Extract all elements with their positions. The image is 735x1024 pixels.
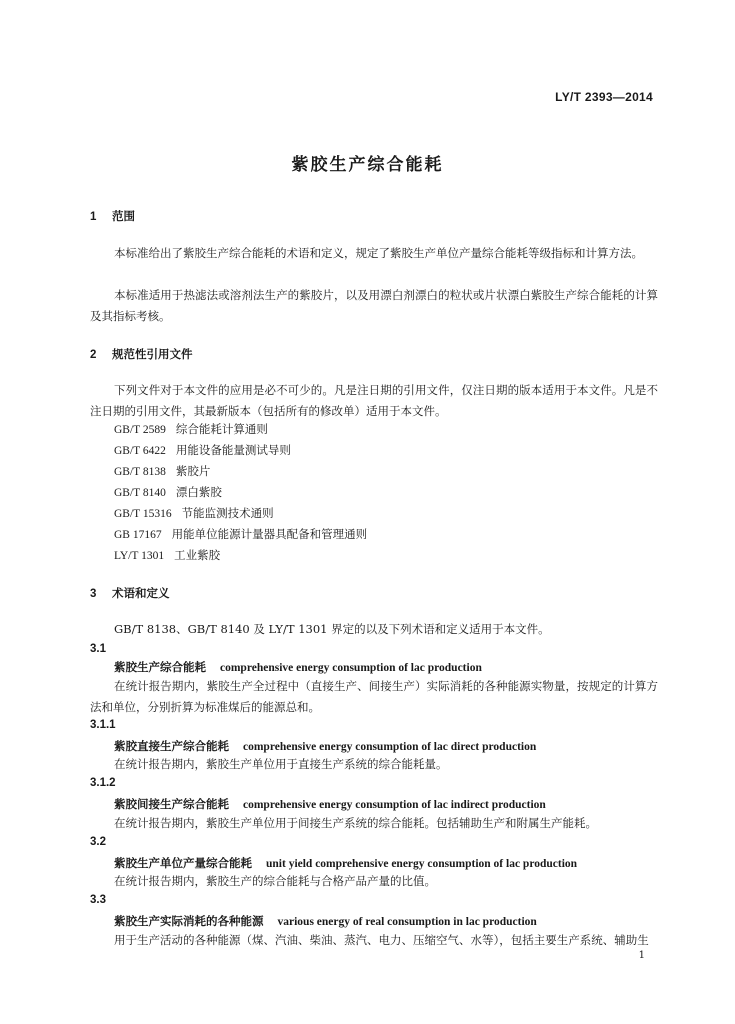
section-title: 规范性引用文件 [112, 347, 193, 361]
reference-item [114, 421, 268, 437]
reference-code: GB/T 15316 [114, 508, 172, 520]
clause-number: 3.3 [90, 894, 106, 906]
standard-code: LY/T 2393—2014 [555, 90, 653, 104]
term-english: unit yield comprehensive energy consumption of lac production [266, 858, 578, 870]
term-entry [114, 796, 546, 812]
page-number: 1 [638, 950, 645, 961]
term-definition: 在统计报告期内，紫胶生产全过程中（直接生产、间接生产）实际消耗的各种能源实物量，按规定的计算方法和单位，分别折算为标准煤后的能源总和。 [90, 679, 658, 714]
reference-code: GB 17167 [114, 529, 162, 541]
term-english: various energy of real consumption in lac production [277, 916, 537, 928]
reference-item [114, 526, 367, 542]
terms-intro: GB/T 8138、GB/T 8140 及 LY/T 1301 界定的以及下列术语和定义适用于本文件。 [114, 622, 550, 636]
section-number: 2 [90, 349, 97, 361]
reference-code: GB/T 2589 [114, 424, 166, 436]
clause-number: 3.2 [90, 836, 106, 848]
reference-name: 综合能耗计算通则 [175, 422, 268, 436]
term-english: comprehensive energy consumption of lac indirect production [243, 799, 546, 811]
section-title: 范围 [112, 209, 136, 223]
section-number: 3 [90, 588, 97, 600]
reference-name: 紫胶片 [175, 464, 211, 478]
reference-code: GB/T 8140 [114, 487, 166, 499]
section-heading-references [90, 346, 193, 362]
term-entry [114, 855, 577, 871]
term-entry [114, 913, 537, 929]
term-chinese: 紫胶直接生产综合能耗 [114, 739, 229, 753]
section-number: 1 [90, 211, 97, 223]
term-english: comprehensive energy consumption of lac production [220, 662, 482, 674]
reference-item [114, 505, 274, 521]
reference-code: GB/T 8138 [114, 466, 166, 478]
term-entry [114, 738, 536, 754]
clause-number: 3.1.1 [90, 719, 116, 731]
term-chinese: 紫胶生产单位产量综合能耗 [114, 856, 252, 870]
term-definition: 在统计报告期内，紫胶生产单位用于直接生产系统的综合能耗量。 [114, 757, 448, 771]
section-heading-scope [90, 208, 135, 224]
scope-paragraph-2: 本标准适用于热滤法或溶剂法生产的紫胶片，以及用漂白剂漂白的粒状或片状漂白紫胶生产综合能耗的计算及其指标考核。 [90, 288, 658, 323]
term-definition: 在统计报告期内，紫胶生产单位用于间接生产系统的综合能耗。包括辅助生产和附属生产能耗。 [114, 816, 597, 830]
reference-name: 节能监测技术通则 [181, 506, 274, 520]
term-english: comprehensive energy consumption of lac direct production [243, 741, 537, 753]
references-intro: 下列文件对于本文件的应用是必不可少的。凡是注日期的引用文件，仅注日期的版本适用于本文件。凡是不注日期的引用文件，其最新版本（包括所有的修改单）适用于本文件。 [90, 383, 658, 418]
reference-item [114, 442, 291, 458]
term-chinese: 紫胶生产综合能耗 [114, 660, 206, 674]
term-entry [114, 659, 482, 675]
clause-number: 3.1 [90, 643, 106, 655]
term-definition: 在统计报告期内，紫胶生产的综合能耗与合格产品产量的比值。 [114, 874, 436, 888]
scope-paragraph-1: 本标准给出了紫胶生产综合能耗的术语和定义，规定了紫胶生产单位产量综合能耗等级指标和计算方法。 [114, 246, 643, 260]
reference-name: 用能设备能量测试导则 [175, 443, 291, 457]
document-title: 紫胶生产综合能耗 [291, 155, 444, 175]
reference-item [114, 547, 220, 563]
term-definition: 用于生产活动的各种能源（煤、汽油、柴油、蒸汽、电力、压缩空气、水等），包括主要生产系统、辅助生 [114, 933, 649, 947]
section-heading-terms [90, 585, 170, 601]
reference-name: 用能单位能源计量器具配备和管理通则 [171, 527, 368, 541]
reference-item [114, 463, 210, 479]
reference-code: GB/T 6422 [114, 445, 166, 457]
reference-code: LY/T 1301 [114, 550, 165, 562]
reference-item [114, 484, 222, 500]
reference-name: 漂白紫胶 [175, 485, 222, 499]
section-title: 术语和定义 [112, 586, 170, 600]
term-chinese: 紫胶间接生产综合能耗 [114, 797, 229, 811]
reference-name: 工业紫胶 [174, 548, 221, 562]
term-chinese: 紫胶生产实际消耗的各种能源 [114, 914, 264, 928]
clause-number: 3.1.2 [90, 777, 116, 789]
